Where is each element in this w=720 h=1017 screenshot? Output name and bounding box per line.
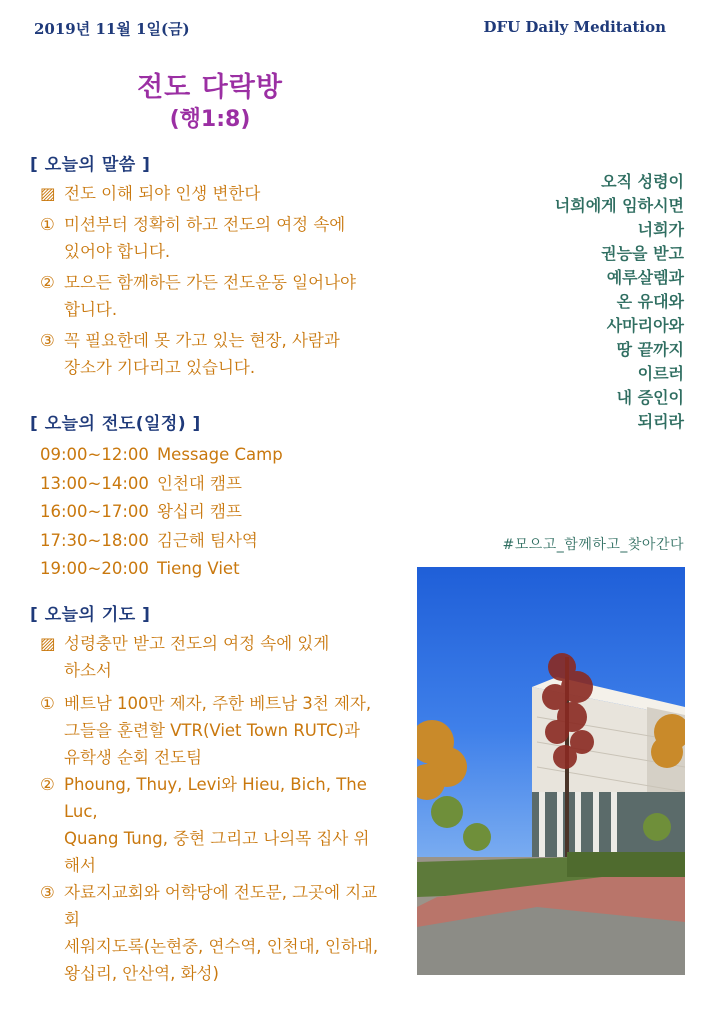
- list-line: 있어야 합니다.: [64, 242, 171, 261]
- schedule-event: 왕십리 캠프: [156, 502, 242, 521]
- verse-line: 예루살렘과: [606, 268, 684, 287]
- list-line: 합니다.: [64, 300, 118, 319]
- list-marker: ②: [40, 775, 55, 794]
- schedule-event: 인천대 캠프: [156, 473, 242, 493]
- list-marker: ③: [40, 883, 55, 902]
- list-line: 모으든 함께하든 가든 전도운동 일어나야: [64, 273, 356, 292]
- word-summary-text: 전도 이해 되야 인생 변한다: [64, 184, 261, 203]
- list-item: [40, 879, 380, 987]
- list-marker: ①: [40, 215, 55, 234]
- word-heading: [ 오늘의 말씀 ]: [30, 155, 151, 175]
- photo-illustration: [417, 567, 685, 975]
- scripture-reference: (행1:8): [169, 107, 251, 132]
- schedule-time: 16:00~17:00: [40, 502, 149, 521]
- list-line: 유학생 순회 전도팀: [64, 748, 203, 767]
- list-marker: ③: [40, 331, 55, 350]
- list-line: Quang Tung, 중현 그리고 나의목 집사 위해서: [64, 829, 370, 875]
- verse-line: 땅 끝까지: [616, 340, 684, 359]
- schedule-list: [40, 441, 370, 584]
- verse-line: 너희가: [637, 220, 684, 239]
- header-date: 2019년 11월 1일(금): [34, 20, 190, 38]
- list-marker: ②: [40, 273, 55, 292]
- list-item: [40, 327, 370, 381]
- list-line: 꼭 필요한데 못 가고 있는 현장, 사람과: [64, 331, 340, 350]
- schedule-event: Tieng Viet: [156, 559, 240, 578]
- word-summary: [40, 180, 370, 207]
- schedule-time: 09:00~12:00: [40, 445, 149, 464]
- schedule-time: 19:00~20:00: [40, 559, 149, 578]
- header-brand: DFU Daily Meditation: [483, 18, 666, 36]
- prayer-summary-line: 성령충만 받고 전도의 여정 속에 있게: [64, 634, 330, 653]
- list-line: 장소가 기다리고 있습니다.: [64, 358, 256, 377]
- schedule-event: 김근해 팀사역: [156, 530, 258, 550]
- schedule-item: [40, 441, 370, 470]
- verse-line: 권능을 받고: [601, 244, 684, 263]
- list-item: [40, 269, 370, 323]
- schedule-item: [40, 498, 370, 527]
- verse-line: 되리라: [637, 412, 684, 431]
- list-line: Phoung, Thuy, Levi와 Hieu, Bich, The Luc,: [64, 775, 367, 821]
- list-marker: ①: [40, 694, 55, 713]
- verse-column: [484, 170, 684, 434]
- hashtag: #모으고_함께하고_찾아간다: [502, 537, 684, 553]
- word-list: [40, 180, 370, 381]
- list-line: 자료지교회와 어학당에 전도문, 그곳에 지교회: [64, 883, 378, 929]
- schedule-item: [40, 555, 370, 584]
- schedule-heading: [ 오늘의 전도(일정) ]: [30, 414, 201, 434]
- verse-line: 이르러: [637, 364, 684, 383]
- schedule-item: [40, 470, 370, 499]
- list-item: [40, 771, 380, 879]
- prayer-summary: [40, 630, 380, 684]
- list-line: 미션부터 정확히 하고 전도의 여정 속에: [64, 215, 346, 234]
- hatched-square-icon: ▨: [40, 634, 56, 653]
- prayer-summary-line: 하소서: [64, 661, 112, 680]
- schedule-item: [40, 527, 370, 556]
- verse-line: 오직 성령이: [601, 172, 684, 191]
- list-line: 세워지도록(논현중, 연수역, 인천대, 인하대,: [64, 937, 379, 956]
- title-block: [100, 70, 320, 134]
- verse-line: 너희에게 임하시면: [554, 196, 684, 215]
- list-item: [40, 211, 370, 265]
- prayer-heading: [ 오늘의 기도 ]: [30, 605, 151, 625]
- campus-building-photo: [417, 567, 685, 975]
- schedule-event: Message Camp: [156, 445, 283, 464]
- list-line: 왕십리, 안산역, 화성): [64, 964, 219, 983]
- prayer-list: [40, 630, 380, 987]
- schedule-time: 13:00~14:00: [40, 473, 149, 493]
- page-title: 전도 다락방: [137, 72, 283, 103]
- verse-line: 내 증인이: [616, 388, 684, 407]
- hatched-square-icon: ▨: [40, 184, 56, 203]
- list-item: [40, 690, 380, 771]
- verse-line: 온 유대와: [616, 292, 684, 311]
- list-line: 그들을 훈련할 VTR(Viet Town RUTC)과: [64, 721, 360, 740]
- list-line: 베트남 100만 제자, 주한 베트남 3천 제자,: [64, 694, 372, 713]
- verse-line: 사마리아와: [606, 316, 684, 335]
- schedule-time: 17:30~18:00: [40, 530, 149, 550]
